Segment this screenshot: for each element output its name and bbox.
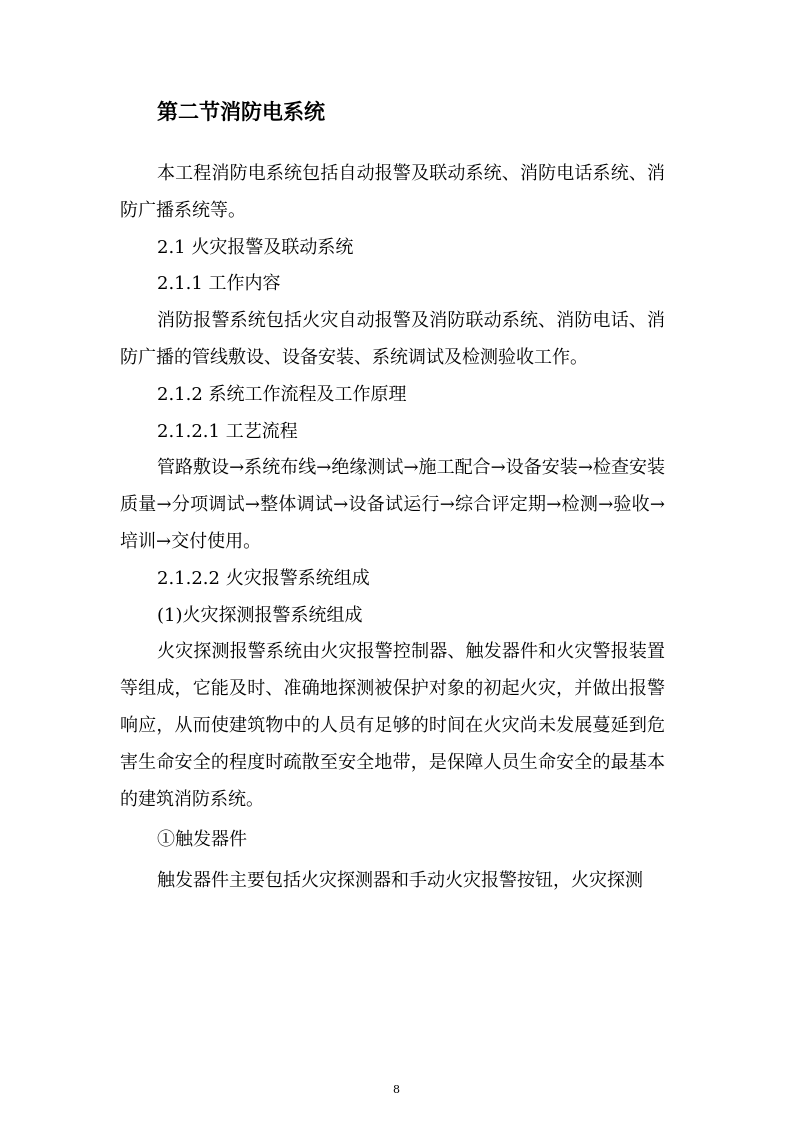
subheading-workflow-principle: 2.1.2 系统工作流程及工作原理 <box>157 383 407 405</box>
paragraph-process-flow: 管路敷设→系统布线→绝缘测试→施工配合→设备安装→检查安装质量→分项调试→整体调试→设备试运行→综合评定期→检测→验收→培训→交付使用。 <box>120 457 665 552</box>
paragraph-trigger-devices: 触发器件主要包括火灾探测器和手动火灾报警按钮，火灾探测 <box>157 870 643 892</box>
paragraph-detection-composition: 火灾探测报警系统由火灾报警控制器、触发器件和火灾警报装置等组成，它能及时、准确地探测被保护对象的初起火灾，并做出报警响应，从而使建筑物中的人员有足够的时间在火灾尚未发展蔓延到危害生命安全的程度时疏散至安全地带，是保障人员生命安全的最基本的建筑消防系统。 <box>120 641 665 810</box>
subheading-system-composition: 2.1.2.2 火灾报警系统组成 <box>157 567 370 589</box>
subheading-fire-alarm-linkage: 2.1 火灾报警及联动系统 <box>157 236 354 258</box>
subheading-process-flow: 2.1.2.1 工艺流程 <box>157 420 298 442</box>
paragraph-work-content: 消防报警系统包括火灾自动报警及消防联动系统、消防电话、消防广播的管线敷设、设备安装、系统调试及检测验收工作。 <box>120 310 665 368</box>
section-title: 第二节消防电系统 <box>157 100 325 124</box>
paragraph-intro: 本工程消防电系统包括自动报警及联动系统、消防电话系统、消防广播系统等。 <box>120 163 665 221</box>
subheading-work-content: 2.1.1 工作内容 <box>157 273 281 295</box>
body-text <box>120 156 665 900</box>
subheading-detection-composition: (1)火灾探测报警系统组成 <box>157 604 363 626</box>
subheading-trigger-devices: ①触发器件 <box>157 829 247 851</box>
page-number: 8 <box>393 1083 400 1096</box>
